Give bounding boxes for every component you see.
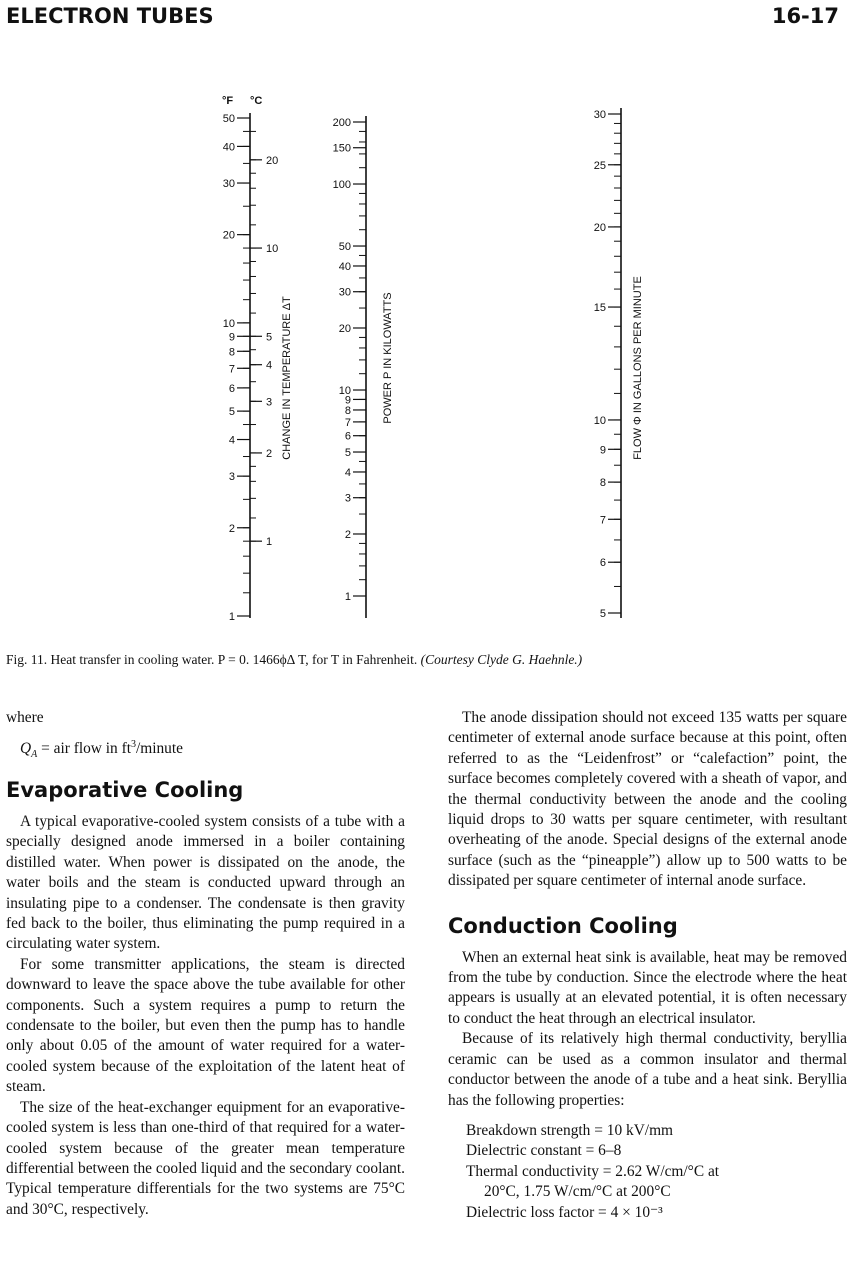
property-thermal-conductivity: Thermal conductivity = 2.62 W/cm/°C at: [466, 1162, 720, 1180]
flow-tick-label: 7: [599, 514, 606, 527]
celsius-tick-label: 5: [266, 331, 273, 344]
air-flow-formula: $Q_A$ = air flow in $ft^3$/minute: [20, 739, 183, 761]
figure-number: Fig. 11.: [6, 652, 48, 667]
left-column: [6, 708, 405, 1220]
power-tick-label: 40: [338, 260, 351, 273]
figure-credit: (Courtesy Clyde G. Haehnle.): [420, 652, 583, 667]
where-text: where: [6, 709, 44, 726]
flow-tick-label: 9: [599, 444, 606, 457]
fahrenheit-tick-label: 2: [228, 522, 235, 535]
flow-tick-labels: [594, 109, 621, 620]
power-tick-label: 3: [344, 492, 351, 505]
fahrenheit-tick-label: 10: [222, 317, 235, 330]
power-tick-label: 6: [344, 430, 351, 443]
celsius-tick-label: 10: [266, 243, 279, 256]
conduction-paragraph-2: Because of its relatively high thermal conductivity, beryllia ceramic can be used as a common insulator and thermal conductor between the anode of a tube and a heat sink. Beryllia has the following properties:: [448, 1030, 847, 1109]
power-tick-label: 7: [344, 416, 351, 429]
evaporative-paragraph-1: A typical evaporative-cooled system consists of a tube with a specially designed anode immersed in a boiler containing distilled water. When power is dissipated on the anode, the water boils and the steam is conducted upward through an insulating pipe to a condenser. The condensate is then gravity fed back to the boiler, thus eliminating the pump required in a circulating water system.: [6, 813, 405, 953]
power-tick-label: 150: [332, 142, 351, 155]
right-column: [448, 708, 847, 1223]
power-minor-ticks: [359, 122, 366, 596]
power-tick-label: 9: [344, 394, 351, 407]
celsius-tick-label: 2: [266, 447, 273, 460]
fahrenheit-tick-label: 50: [222, 113, 235, 125]
beryllia-properties-list: [466, 1121, 847, 1223]
figure-caption: [6, 651, 841, 669]
flow-tick-label: 5: [599, 608, 606, 620]
fahrenheit-tick-label: 9: [228, 331, 235, 344]
fahrenheit-tick-label: 5: [228, 406, 235, 419]
celsius-tick-labels: [250, 155, 278, 548]
evaporative-cooling-heading: Evaporative Cooling: [6, 778, 244, 803]
evaporative-paragraph-2: For some transmitter applications, the steam is directed downward to leave the space above the tube available for other components. Such a system requires a pump to return the condensate to the boiler, but even then the pump has to handle only about 0.05 of the amount of water required for a water-cooled system because of the exploitation of the latent heat of steam.: [6, 955, 405, 1096]
power-tick-label: 200: [332, 117, 351, 129]
anode-dissipation-paragraph: The anode dissipation should not exceed 135 watts per square centimeter of external anode surface because at this point, often referred to as the “Leidenfrost” or “calefaction” point, the surface becomes completely covered with a sheath of vapor, and the thermal conductivity between the anode and the cooling liquid drops to 30 watts per square centimeter, with resultant overheating of the anode. Special designs of the external anode surface (such as the “pineapple”) allow up to 500 watts to be dissipated per square centimeter of internal anode surface.: [448, 709, 847, 890]
temperature-axis-label: CHANGE IN TEMPERATURE ΔT: [281, 296, 293, 460]
conduction-cooling-heading: Conduction Cooling: [448, 913, 678, 938]
celsius-tick-label: 20: [266, 154, 279, 167]
flow-tick-label: 15: [593, 302, 606, 315]
fahrenheit-unit-label: °F: [222, 95, 234, 107]
flow-tick-label: 6: [599, 557, 606, 570]
flow-tick-label: 10: [593, 414, 606, 427]
conduction-paragraph-1: When an external heat sink is available, heat may be removed from the tube by conduction. Since the electrode where the heat appears is usually at an elevated potential, it is often necessary to conduct the heat through an electrical insulator.: [448, 948, 847, 1027]
fahrenheit-tick-label: 40: [222, 141, 235, 154]
flow-tick-label: 20: [593, 221, 606, 234]
power-tick-label: 20: [338, 322, 351, 335]
fahrenheit-tick-label: 7: [228, 363, 235, 376]
evaporative-paragraph-3: The size of the heat-exchanger equipment for an evaporative-cooled system is less than one-third of that required for a water-cooled system because of the greater mean temperature differential between the cooled liquid and the secondary coolant. Typical temperature differentials for the two systems are 75°C and 30°C, respectively.: [6, 1098, 405, 1218]
power-tick-label: 50: [338, 241, 351, 254]
figure-caption-text: Heat transfer in cooling water. P = 0. 1466ϕΔ T, for T in Fahrenheit.: [50, 652, 418, 667]
flow-tick-label: 8: [599, 477, 606, 490]
power-tick-label: 5: [344, 447, 351, 460]
fahrenheit-tick-label: 30: [222, 178, 235, 191]
flow-minor-ticks: [614, 114, 621, 613]
celsius-unit-label: °C: [250, 95, 263, 107]
fahrenheit-tick-label: 6: [228, 382, 235, 395]
nomogram-figure: [0, 88, 847, 628]
flow-tick-label: 30: [593, 109, 606, 121]
property-breakdown-strength: Breakdown strength = 10 kV/mm: [466, 1121, 674, 1139]
power-tick-label: 2: [344, 528, 351, 541]
section-title: ELECTRON TUBES: [6, 4, 214, 28]
fahrenheit-tick-label: 1: [228, 611, 235, 623]
property-thermal-conductivity-cont: 20°C, 1.75 W/cm/°C at 200°C: [484, 1183, 671, 1201]
power-tick-label: 30: [338, 286, 351, 299]
page-number: 16-17: [771, 4, 839, 28]
fahrenheit-tick-label: 8: [228, 346, 235, 359]
fahrenheit-tick-label: 3: [228, 471, 235, 484]
power-tick-label: 10: [338, 385, 351, 398]
celsius-tick-label: 3: [266, 396, 273, 409]
property-dielectric-constant: Dielectric constant = 6–8: [466, 1142, 622, 1160]
power-axis-label: POWER P IN KILOWATTS: [382, 292, 394, 424]
fahrenheit-tick-labels: [223, 113, 250, 623]
celsius-tick-label: 1: [266, 536, 273, 549]
power-tick-label: 1: [344, 591, 351, 603]
flow-axis-label: FLOW Φ IN GALLONS PER MINUTE: [632, 276, 644, 460]
fahrenheit-tick-label: 20: [222, 229, 235, 242]
flow-tick-label: 25: [593, 159, 606, 172]
power-tick-label: 100: [332, 179, 351, 192]
running-head: [6, 4, 839, 30]
property-dielectric-loss-factor: Dielectric loss factor = 4 × 10⁻³: [466, 1203, 663, 1221]
fahrenheit-tick-label: 4: [228, 434, 235, 447]
power-tick-label: 8: [344, 404, 351, 417]
power-tick-label: 4: [344, 466, 351, 479]
celsius-tick-label: 4: [266, 359, 273, 372]
